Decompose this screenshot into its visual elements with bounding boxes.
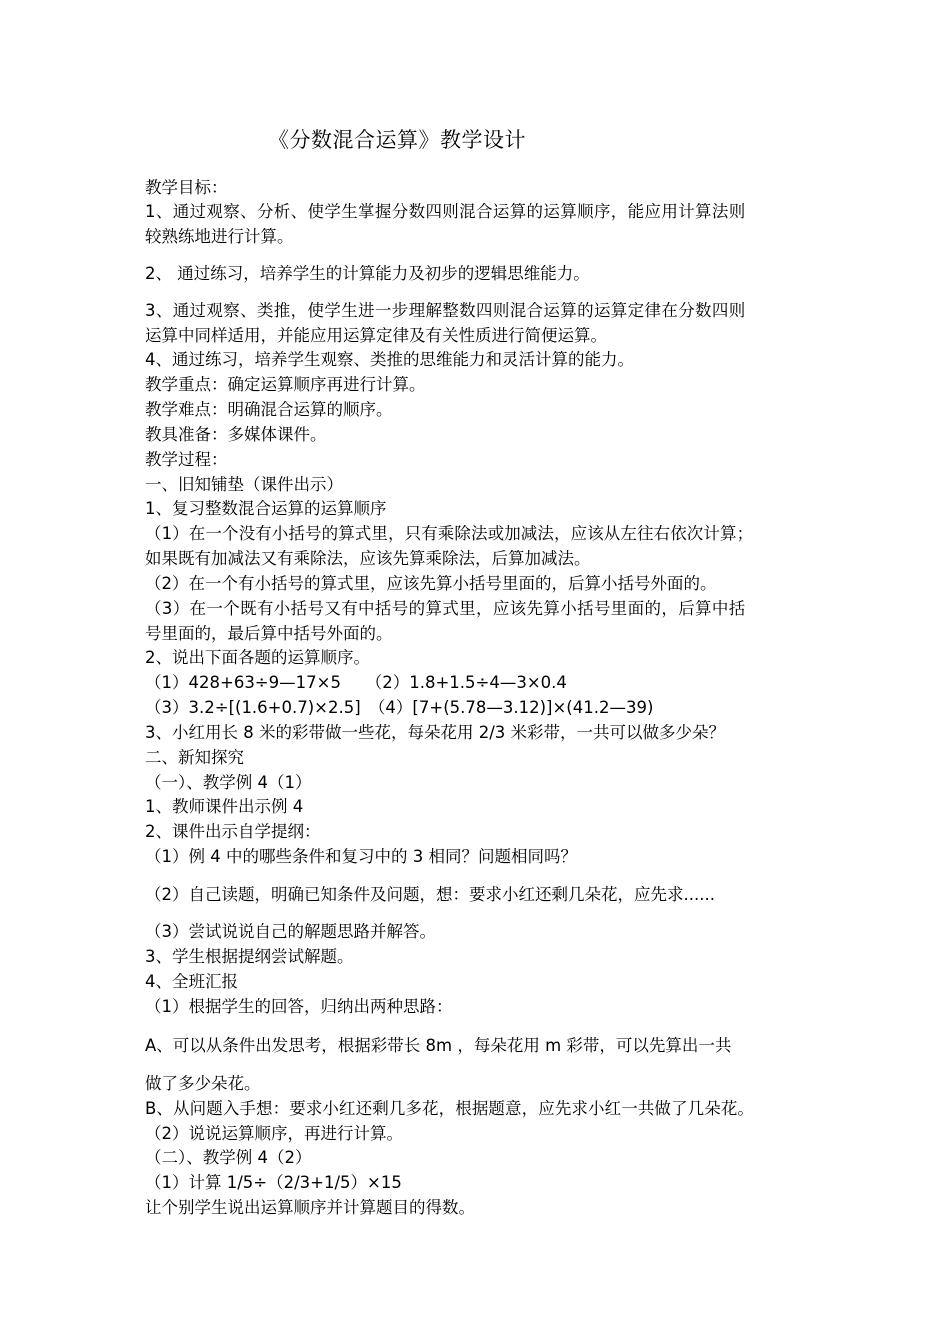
text-line: 2、课件出示自学提纲：: [145, 822, 321, 841]
text-line: 较熟练地进行计算。: [145, 227, 294, 246]
text-line: 2、说出下面各题的运算顺序。: [145, 648, 370, 667]
text-line: 4、全班汇报: [145, 972, 238, 991]
text-line: 3、小红用长 8 米的彩带做一些花，每朵花用 2/3 米彩带，一共可以做多少朵？: [145, 723, 726, 742]
text-line: （1）在一个没有小括号的算式里，只有乘除法或加减法，应该从左往右依次计算；: [145, 524, 754, 543]
text-line: 1、教师课件出示例 4: [145, 797, 304, 816]
text-line: 一、旧知铺垫（课件出示）: [145, 475, 343, 494]
text-line: （1）例 4 中的哪些条件和复习中的 3 相同？问题相同吗？: [145, 847, 577, 866]
text-line: 让个别学生说出运算顺序并计算题目的得数。: [145, 1198, 475, 1217]
text-line: （3）在一个既有小括号又有中括号的算式里，应该先算小括号里面的，后算中括: [145, 599, 746, 618]
text-line: （2）在一个有小括号的算式里，应该先算小括号里面的，后算小括号外面的。: [145, 574, 717, 593]
text-line: （一）、教学例 4（1）: [145, 773, 312, 792]
text-line: 教学目标：: [145, 178, 228, 197]
text-line: （3）尝试说说自己的解题思路并解答。: [145, 922, 436, 941]
text-line: 做了多少朵花。: [145, 1074, 261, 1093]
text-line: 教具准备：多媒体课件。: [145, 425, 327, 444]
text-line: 号里面的，最后算中括号外面的。: [145, 624, 393, 643]
text-line: 二、新知探究: [145, 748, 244, 767]
text-line: （1）计算 1/5÷（2/3+1/5）×15: [145, 1173, 402, 1192]
text-line: 2、 通过练习，培养学生的计算能力及初步的逻辑思维能力。: [145, 264, 590, 283]
text-line: 1、通过观察、分析、使学生掌握分数四则混合运算的运算顺序，能应用计算法则: [145, 202, 746, 221]
text-line: 教学难点：明确混合运算的顺序。: [145, 400, 393, 419]
text-line: 4、通过练习，培养学生观察、类推的思维能力和灵活计算的能力。: [145, 350, 634, 369]
text-line: B、从问题入手想：要求小红还剩几多花，根据题意，应先求小红一共做了几朵花。: [145, 1099, 755, 1118]
text-line: 教学重点：确定运算顺序再进行计算。: [145, 375, 426, 394]
text-line: （二）、教学例 4（2）: [145, 1148, 312, 1167]
text-line: （2）说说运算顺序，再进行计算。: [145, 1124, 403, 1143]
text-line: （1）根据学生的回答，归纳出两种思路：: [145, 997, 453, 1016]
document-title: 《分数混合运算》教学设计: [268, 128, 526, 152]
text-line: 3、学生根据提纲尝试解题。: [145, 947, 354, 966]
text-line: 3、通过观察、类推，使学生进一步理解整数四则混合运算的运算定律在分数四则: [145, 301, 746, 320]
text-line: 如果既有加减法又有乘除法，应该先算乘除法，后算加减法。: [145, 549, 591, 568]
text-line: （2）自己读题，明确已知条件及问题，想：要求小红还剩几朵花，应先求......: [145, 885, 715, 904]
text-line: 教学过程：: [145, 450, 228, 469]
text-line: 1、复习整数混合运算的运算顺序: [145, 499, 387, 518]
text-line: （1）428+63÷9—17×5 （2）1.8+1.5÷4—3×0.4: [145, 673, 567, 692]
text-line: 运算中同样适用，并能应用运算定律及有关性质进行简便运算。: [145, 326, 607, 345]
text-line: （3）3.2÷[(1.6+0.7)×2.5] （4）[7+(5.78—3.12)]×(41.2—39): [145, 698, 654, 717]
text-line: A、可以从条件出发思考，根据彩带长 8m ，每朵花用 m 彩带，可以先算出一共: [145, 1036, 732, 1055]
